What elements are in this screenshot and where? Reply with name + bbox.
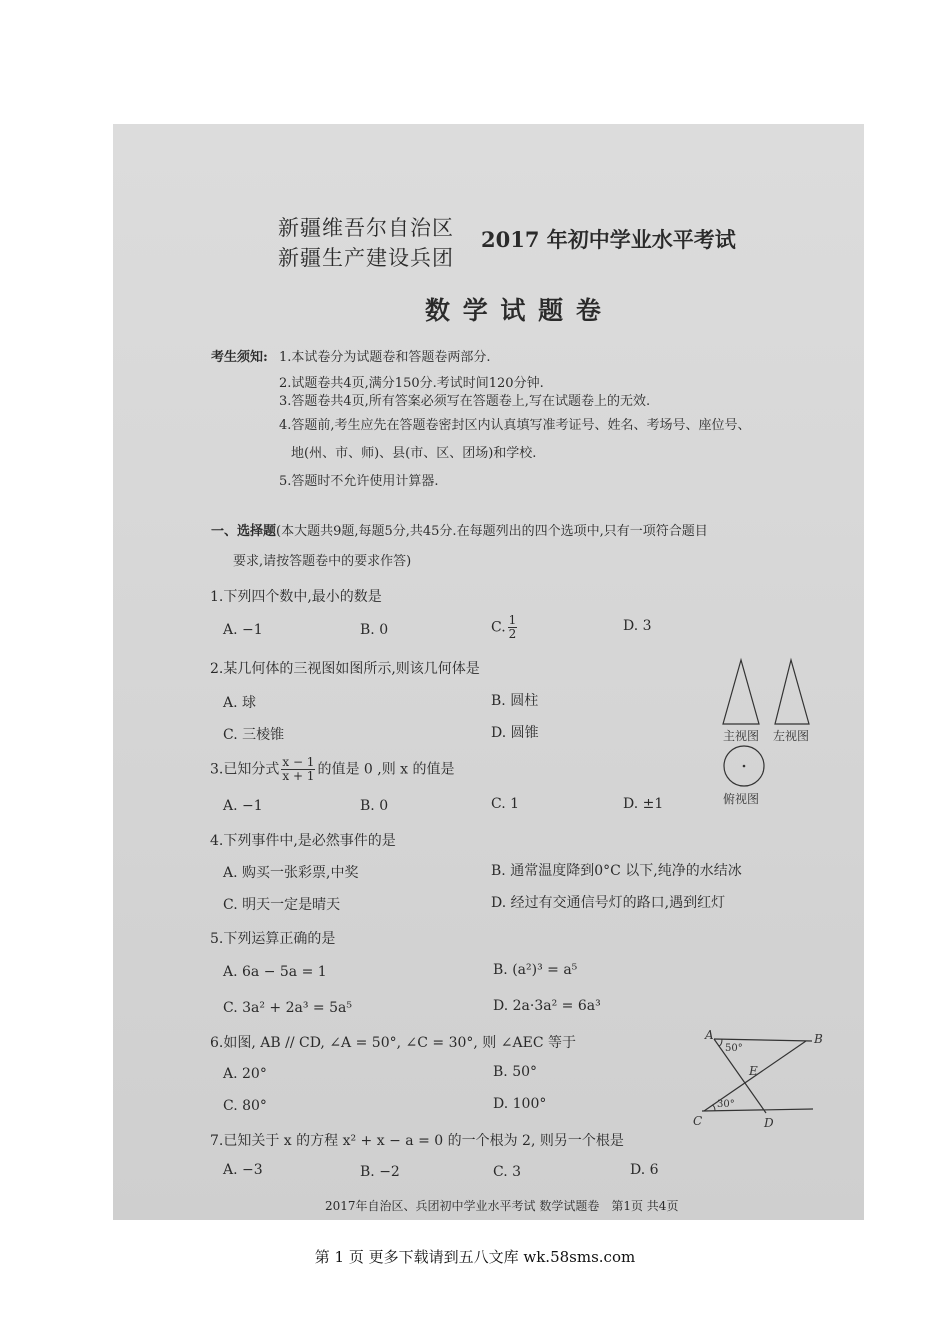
q4-option-b: B. 通常温度降到0°C 以下,纯净的水结冰 <box>491 863 742 879</box>
section-header <box>211 520 708 539</box>
q4-option-a: A. 购买一张彩票,中奖 <box>223 865 359 881</box>
section-title: 一、选择题 <box>211 524 277 539</box>
q3-option-a: A. −1 <box>223 798 263 814</box>
q5-option-c: C. 3a² + 2a³ = 5a⁵ <box>223 1000 352 1016</box>
q3-fraction <box>281 756 315 783</box>
q3-stem <box>210 756 455 783</box>
front-view-triangle <box>723 660 759 724</box>
point-d-label: D <box>764 1116 774 1130</box>
q5-option-b: B. (a²)³ = a⁵ <box>493 962 578 978</box>
q3-option-b: B. 0 <box>360 798 389 814</box>
q6-stem: 6.如图, AB // CD, ∠A = 50°, ∠C = 30°, 则 ∠AEC 等于 <box>210 1035 576 1051</box>
line-ab <box>714 1039 812 1041</box>
q2-option-a: A. 球 <box>223 695 257 711</box>
q3-option-c: C. 1 <box>491 796 520 812</box>
q1-stem: 1.下列四个数中,最小的数是 <box>210 589 382 605</box>
q2-stem: 2.某几何体的三视图如图所示,则该几何体是 <box>210 661 480 677</box>
q7-option-c: C. 3 <box>493 1164 522 1180</box>
top-view-center-dot <box>743 765 746 768</box>
exam-photo <box>113 124 864 1220</box>
section-desc-2: 要求,请按答题卷中的要求作答) <box>233 554 412 569</box>
notice-item-5: 地(州、市、师)、县(市、区、团场)和学校. <box>291 446 537 461</box>
q6-option-d: D. 100° <box>493 1096 547 1112</box>
q3-numerator: x − 1 <box>282 755 315 769</box>
point-a-label: A <box>705 1029 714 1042</box>
q1-option-b: B. 0 <box>360 622 389 638</box>
q2-three-view-figure <box>713 654 823 814</box>
q3-prefix: 3.已知分式 <box>210 761 280 778</box>
notice-item-4: 4.答题前,考生应先在答题卷密封区内认真填写准考证号、姓名、考场号、座位号、 <box>279 418 751 433</box>
exam-title: 2017 年初中学业水平考试 <box>481 227 736 252</box>
angle-a-arc <box>719 1039 722 1046</box>
notice-item-6: 5.答题时不允许使用计算器. <box>279 474 439 489</box>
q1-option-d: D. 3 <box>623 618 652 634</box>
q7-option-a: A. −3 <box>223 1162 263 1178</box>
q7-option-b: B. −2 <box>360 1164 400 1180</box>
q5-option-a: A. 6a − 5a = 1 <box>223 964 327 980</box>
q1-c-denominator: 2 <box>508 627 517 641</box>
q1-option-a: A. −1 <box>223 622 263 638</box>
angle-c-label: 30° <box>717 1099 735 1110</box>
q7-stem: 7.已知关于 x 的方程 x² + x − a = 0 的一个根为 2, 则另一个根是 <box>210 1133 624 1149</box>
q1-c-fraction <box>508 614 518 641</box>
notice-label: 考生须知: <box>211 350 268 365</box>
region-name-1: 新疆维吾尔自治区 <box>278 216 454 240</box>
q4-option-c: C. 明天一定是晴天 <box>223 897 341 913</box>
q7-option-d: D. 6 <box>630 1162 659 1178</box>
q3-suffix: 的值是 0 ,则 x 的值是 <box>317 761 455 778</box>
q4-option-d: D. 经过有交通信号灯的路口,遇到红灯 <box>491 895 726 911</box>
q1-c-numerator: 1 <box>508 613 517 627</box>
site-footer: 第 1 页 更多下载请到五八文库 wk.58sms.com <box>314 1248 636 1266</box>
left-view-triangle <box>775 660 809 724</box>
notice-item-2: 2.试题卷共4页,满分150分.考试时间120分钟. <box>279 376 544 391</box>
top-view-label: 俯视图 <box>723 792 760 806</box>
point-c-label: C <box>693 1114 703 1128</box>
left-view-label: 左视图 <box>773 729 810 743</box>
front-view-label: 主视图 <box>723 729 760 743</box>
angle-a-label: 50° <box>725 1043 743 1054</box>
q3-option-d: D. ±1 <box>623 796 664 812</box>
q3-denominator: x + 1 <box>282 769 315 783</box>
paper-title: 数 学 试 题 卷 <box>425 296 603 325</box>
q6-option-a: A. 20° <box>223 1066 267 1082</box>
section-desc-1: (本大题共9题,每题5分,共45分.在每题列出的四个选项中,只有一项符合题目 <box>276 524 708 539</box>
q2-option-b: B. 圆柱 <box>491 693 539 709</box>
q5-stem: 5.下列运算正确的是 <box>210 931 336 947</box>
q4-stem: 4.下列事件中,是必然事件的是 <box>210 833 396 849</box>
q6-parallel-lines-figure <box>688 1029 838 1139</box>
paper-page-footer: 2017年自治区、兵团初中学业水平考试 数学试题卷 第1页 共4页 <box>325 1199 679 1213</box>
q6-option-c: C. 80° <box>223 1098 267 1114</box>
notice-item-1: 1.本试卷分为试题卷和答题卷两部分. <box>279 350 491 365</box>
q2-option-d: D. 圆锥 <box>491 725 539 741</box>
notice-item-3: 3.答题卷共4页,所有答案必须写在答题卷上,写在试题卷上的无效. <box>279 394 651 409</box>
region-name-2: 新疆生产建设兵团 <box>278 246 454 270</box>
point-b-label: B <box>814 1032 823 1046</box>
point-e-label: E <box>749 1064 758 1078</box>
q1-option-c <box>491 614 519 641</box>
q2-option-c: C. 三棱锥 <box>223 727 285 743</box>
q1-c-prefix: C. <box>491 619 506 636</box>
q6-option-b: B. 50° <box>493 1064 538 1080</box>
q5-option-d: D. 2a·3a² = 6a³ <box>493 998 601 1014</box>
